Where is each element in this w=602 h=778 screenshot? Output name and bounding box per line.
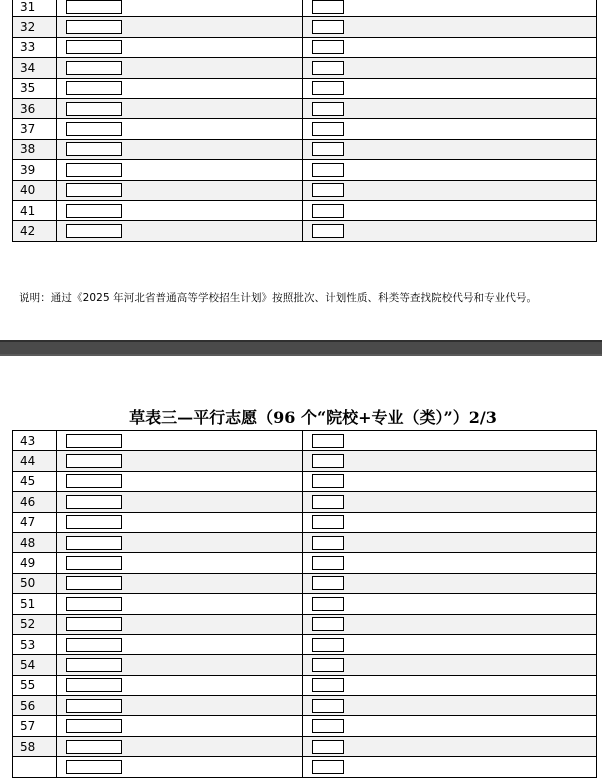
school-code-box[interactable] <box>66 163 122 177</box>
table-row <box>13 78 597 98</box>
table-row <box>13 675 597 695</box>
school-code-cell <box>57 37 303 57</box>
table-row <box>13 160 597 180</box>
school-code-cell <box>57 634 303 654</box>
major-code-cell <box>303 736 597 756</box>
major-code-cell <box>303 119 597 139</box>
major-code-cell <box>303 58 597 78</box>
school-code-cell <box>57 431 303 451</box>
major-code-cell <box>303 655 597 675</box>
table-row <box>13 139 597 159</box>
major-code-box[interactable] <box>312 576 344 590</box>
school-code-cell <box>57 655 303 675</box>
major-code-box[interactable] <box>312 122 344 136</box>
major-code-box[interactable] <box>312 204 344 218</box>
school-code-box[interactable] <box>66 495 122 509</box>
table-row <box>13 553 597 573</box>
row-number: 43 <box>13 431 57 451</box>
row-number: 50 <box>13 573 57 593</box>
volunteer-table-upper <box>12 0 597 242</box>
document-page-lower <box>0 356 602 778</box>
school-code-box[interactable] <box>66 678 122 692</box>
school-code-cell <box>57 471 303 491</box>
major-code-box[interactable] <box>312 20 344 34</box>
row-number: 52 <box>13 614 57 634</box>
table-row <box>13 594 597 614</box>
school-code-box[interactable] <box>66 515 122 529</box>
major-code-cell <box>303 221 597 241</box>
major-code-box[interactable] <box>312 699 344 713</box>
row-number: 57 <box>13 716 57 736</box>
school-code-box[interactable] <box>66 474 122 488</box>
school-code-cell <box>57 119 303 139</box>
major-code-box[interactable] <box>312 556 344 570</box>
major-code-box[interactable] <box>312 638 344 652</box>
row-number: 53 <box>13 634 57 654</box>
school-code-box[interactable] <box>66 760 122 774</box>
row-number: 51 <box>13 594 57 614</box>
major-code-cell <box>303 180 597 200</box>
school-code-box[interactable] <box>66 617 122 631</box>
school-code-cell <box>57 614 303 634</box>
major-code-cell <box>303 716 597 736</box>
school-code-box[interactable] <box>66 638 122 652</box>
row-number: 46 <box>13 492 57 512</box>
school-code-box[interactable] <box>66 142 122 156</box>
table-row <box>13 696 597 716</box>
major-code-box[interactable] <box>312 454 344 468</box>
major-code-box[interactable] <box>312 40 344 54</box>
school-code-cell <box>57 451 303 471</box>
school-code-box[interactable] <box>66 183 122 197</box>
table-row <box>13 655 597 675</box>
document-page-upper <box>0 0 602 340</box>
school-code-box[interactable] <box>66 658 122 672</box>
school-code-cell <box>57 160 303 180</box>
school-code-box[interactable] <box>66 20 122 34</box>
table-row <box>13 431 597 451</box>
row-number: 42 <box>13 221 57 241</box>
table-row <box>13 471 597 491</box>
school-code-cell <box>57 98 303 118</box>
row-number <box>13 757 57 777</box>
school-code-box[interactable] <box>66 454 122 468</box>
major-code-box[interactable] <box>312 183 344 197</box>
major-code-cell <box>303 512 597 532</box>
school-code-box[interactable] <box>66 61 122 75</box>
major-code-cell <box>303 573 597 593</box>
major-code-box[interactable] <box>312 617 344 631</box>
row-number: 34 <box>13 58 57 78</box>
table-row <box>13 492 597 512</box>
row-number: 38 <box>13 139 57 159</box>
school-code-box[interactable] <box>66 40 122 54</box>
form-title: 草表三—平行志愿（96 个“院校+专业（类）”）2/3 <box>129 408 497 427</box>
table-row <box>13 736 597 756</box>
table-row <box>13 119 597 139</box>
row-number: 48 <box>13 532 57 552</box>
school-code-cell <box>57 78 303 98</box>
major-code-cell <box>303 757 597 777</box>
major-code-cell <box>303 696 597 716</box>
major-code-box[interactable] <box>312 474 344 488</box>
volunteer-table-lower <box>12 430 597 778</box>
school-code-cell <box>57 716 303 736</box>
major-code-cell <box>303 471 597 491</box>
school-code-box[interactable] <box>66 81 122 95</box>
major-code-box[interactable] <box>312 102 344 116</box>
school-code-box[interactable] <box>66 0 122 14</box>
major-code-cell <box>303 431 597 451</box>
school-code-box[interactable] <box>66 740 122 754</box>
row-number: 33 <box>13 37 57 57</box>
table-row <box>13 98 597 118</box>
school-code-cell <box>57 696 303 716</box>
school-code-box[interactable] <box>66 434 122 448</box>
school-code-cell <box>57 532 303 552</box>
major-code-box[interactable] <box>312 536 344 550</box>
school-code-cell <box>57 512 303 532</box>
school-code-cell <box>57 180 303 200</box>
major-code-box[interactable] <box>312 81 344 95</box>
row-number: 37 <box>13 119 57 139</box>
school-code-box[interactable] <box>66 204 122 218</box>
school-code-cell <box>57 200 303 220</box>
row-number: 40 <box>13 180 57 200</box>
school-code-box[interactable] <box>66 597 122 611</box>
major-code-cell <box>303 492 597 512</box>
row-number: 54 <box>13 655 57 675</box>
table-row <box>13 58 597 78</box>
major-code-cell <box>303 160 597 180</box>
major-code-box[interactable] <box>312 515 344 529</box>
table-row <box>13 757 597 777</box>
table-row <box>13 512 597 532</box>
school-code-cell <box>57 221 303 241</box>
major-code-cell <box>303 614 597 634</box>
row-number: 58 <box>13 736 57 756</box>
major-code-cell <box>303 634 597 654</box>
major-code-box[interactable] <box>312 495 344 509</box>
table-row <box>13 180 597 200</box>
major-code-cell <box>303 675 597 695</box>
major-code-cell <box>303 37 597 57</box>
major-code-box[interactable] <box>312 678 344 692</box>
row-number: 32 <box>13 17 57 37</box>
major-code-box[interactable] <box>312 61 344 75</box>
major-code-box[interactable] <box>312 163 344 177</box>
major-code-cell <box>303 553 597 573</box>
major-code-cell <box>303 17 597 37</box>
school-code-box[interactable] <box>66 122 122 136</box>
school-code-box[interactable] <box>66 576 122 590</box>
school-code-cell <box>57 573 303 593</box>
major-code-box[interactable] <box>312 760 344 774</box>
row-number: 47 <box>13 512 57 532</box>
major-code-box[interactable] <box>312 740 344 754</box>
major-code-cell <box>303 200 597 220</box>
school-code-box[interactable] <box>66 102 122 116</box>
school-code-cell <box>57 17 303 37</box>
school-code-cell <box>57 58 303 78</box>
row-number: 49 <box>13 553 57 573</box>
row-number: 45 <box>13 471 57 491</box>
school-code-cell <box>57 675 303 695</box>
instruction-note: 说明：通过《2025 年河北省普通高等学校招生计划》按照批次、计划性质、科类等查找院校代号和专业代号。 <box>19 292 538 304</box>
major-code-box[interactable] <box>312 658 344 672</box>
row-number: 55 <box>13 675 57 695</box>
table-row <box>13 451 597 471</box>
major-code-cell <box>303 78 597 98</box>
school-code-box[interactable] <box>66 224 122 238</box>
row-number: 56 <box>13 696 57 716</box>
major-code-cell <box>303 451 597 471</box>
school-code-cell <box>57 757 303 777</box>
row-number: 35 <box>13 78 57 98</box>
row-number: 36 <box>13 98 57 118</box>
table-row <box>13 0 597 17</box>
row-number: 41 <box>13 200 57 220</box>
major-code-cell <box>303 98 597 118</box>
row-number: 31 <box>13 0 57 17</box>
school-code-cell <box>57 553 303 573</box>
major-code-box[interactable] <box>312 434 344 448</box>
school-code-cell <box>57 492 303 512</box>
major-code-box[interactable] <box>312 719 344 733</box>
school-code-box[interactable] <box>66 536 122 550</box>
table-row <box>13 532 597 552</box>
major-code-cell <box>303 0 597 17</box>
school-code-box[interactable] <box>66 556 122 570</box>
school-code-cell <box>57 139 303 159</box>
table-row <box>13 716 597 736</box>
school-code-cell <box>57 0 303 17</box>
major-code-box[interactable] <box>312 597 344 611</box>
row-number: 44 <box>13 451 57 471</box>
table-row <box>13 17 597 37</box>
school-code-cell <box>57 736 303 756</box>
major-code-box[interactable] <box>312 142 344 156</box>
major-code-cell <box>303 594 597 614</box>
major-code-box[interactable] <box>312 0 344 14</box>
table-row <box>13 573 597 593</box>
page-separator <box>0 340 602 356</box>
school-code-cell <box>57 594 303 614</box>
school-code-box[interactable] <box>66 699 122 713</box>
major-code-cell <box>303 139 597 159</box>
table-row <box>13 37 597 57</box>
row-number: 39 <box>13 160 57 180</box>
school-code-box[interactable] <box>66 719 122 733</box>
table-row <box>13 200 597 220</box>
major-code-box[interactable] <box>312 224 344 238</box>
major-code-cell <box>303 532 597 552</box>
table-row <box>13 634 597 654</box>
table-row <box>13 614 597 634</box>
table-row <box>13 221 597 241</box>
